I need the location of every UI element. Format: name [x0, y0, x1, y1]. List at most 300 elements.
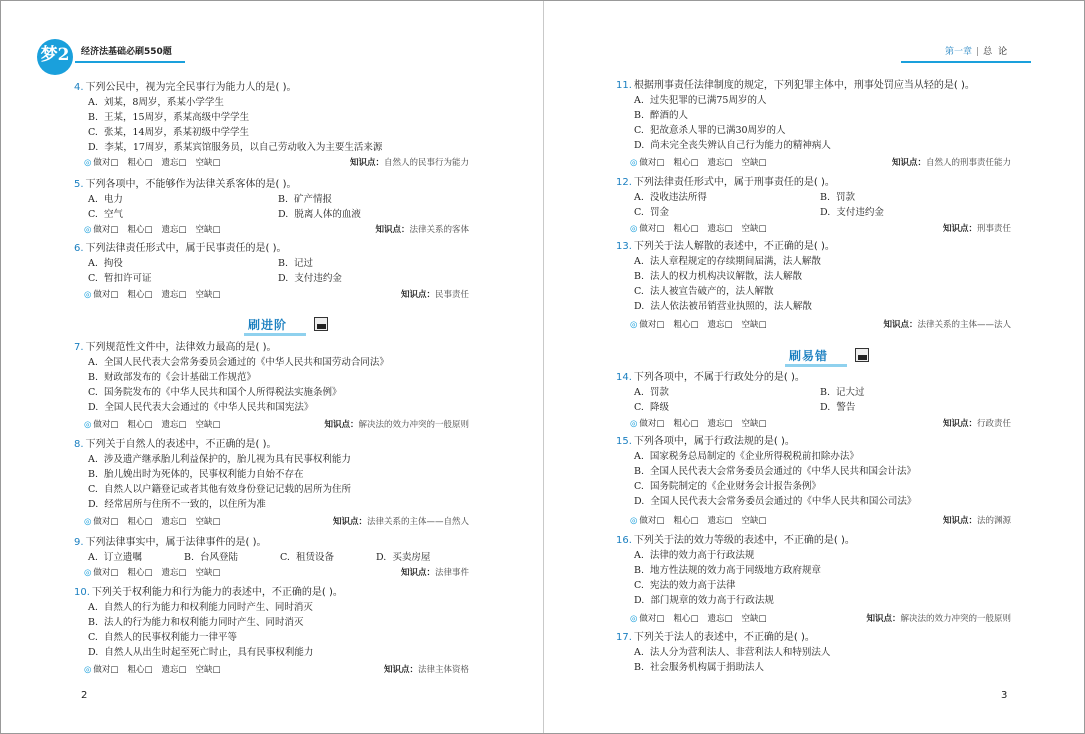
knowledge-point-label: 知识点：: [375, 225, 410, 235]
target-icon: ◎: [84, 158, 92, 168]
answer-option: [278, 259, 313, 269]
answer-option: [88, 259, 123, 269]
question-stem: [616, 242, 835, 252]
question-number: 4.: [74, 82, 84, 93]
option-letter: C.: [634, 402, 644, 413]
knowledge-point-label: 知识点：: [942, 419, 977, 429]
target-icon: ◎: [84, 568, 92, 578]
option-text: 台风登陆: [200, 552, 239, 563]
self-check-option: 粗心□: [127, 420, 153, 430]
knowledge-point-label: 知识点：: [866, 614, 901, 624]
option-text: 国家税务总局制定的《企业所得税税前扣除办法》: [649, 451, 859, 462]
section-title: 刷进阶: [248, 318, 288, 332]
question-stem: [616, 81, 975, 91]
option-letter: B.: [88, 112, 99, 123]
answer-option: [88, 373, 256, 383]
section-underline: [244, 333, 306, 336]
knowledge-point-text: 自然人的民事行为能力: [383, 158, 469, 168]
option-text: 电力: [103, 194, 123, 205]
self-check-option: 遗忘□: [707, 320, 733, 330]
option-letter: A.: [634, 387, 644, 398]
option-text: 法人被宣告破产的，法人解散: [649, 286, 774, 297]
self-check-option: 空缺□: [741, 516, 767, 526]
self-check-option: 遗忘□: [161, 290, 187, 300]
answer-option: [88, 603, 313, 613]
self-check-option: 遗忘□: [161, 420, 187, 430]
header-rule-right: [901, 61, 1031, 63]
option-text: 张某，14周岁，系某初级中学学生: [103, 127, 250, 138]
option-text: 自然人以户籍登记或者其他有效身份登记记载的居所为住所: [103, 484, 351, 495]
option-letter: A.: [88, 97, 98, 108]
answer-option: [88, 485, 351, 495]
section-heading: [789, 348, 879, 368]
answer-option: [634, 388, 669, 398]
self-check-option: 空缺□: [741, 158, 767, 168]
answer-option: [634, 452, 859, 462]
question-number: 8.: [74, 439, 84, 450]
option-letter: B.: [820, 387, 831, 398]
answer-option: [88, 113, 249, 123]
option-letter: C.: [634, 207, 644, 218]
option-letter: B.: [634, 271, 645, 282]
option-text: 尚未完全丧失辨认自己行为能力的精神病人: [650, 140, 831, 151]
target-icon: ◎: [84, 517, 92, 527]
self-check-option: 粗心□: [673, 614, 699, 624]
self-check-row: [84, 518, 230, 527]
badge-glyph: [858, 355, 867, 360]
self-check-row: [630, 321, 776, 330]
answer-option: [278, 195, 332, 205]
self-check-option: 粗心□: [127, 158, 153, 168]
option-text: 法人的权力机构决议解散，法人解散: [650, 271, 803, 282]
option-text: 记大过: [836, 387, 865, 398]
question-text: 下列关于权利能力和行为能力的表述中，不正确的是( )。: [91, 587, 343, 598]
option-letter: C.: [88, 387, 98, 398]
question-text: 下列法律责任形式中，属于民事责任的是( )。: [85, 243, 287, 254]
knowledge-point-text: 解决法的效力冲突的一般原则: [358, 420, 469, 430]
option-letter: B.: [88, 469, 99, 480]
option-letter: D.: [278, 273, 289, 284]
option-text: 国务院发布的《中华人民共和国个人所得税法实施条例》: [103, 387, 342, 398]
question-number: 9.: [74, 537, 84, 548]
page-number-right: 3: [1001, 690, 1008, 701]
option-letter: D.: [634, 301, 645, 312]
question-text: 下列关于法的效力等级的表述中，不正确的是( )。: [633, 535, 855, 546]
answer-option: [820, 403, 855, 413]
answer-option: [88, 618, 304, 628]
answer-option: [184, 553, 238, 563]
self-check-option: 做对□: [93, 517, 119, 527]
option-letter: C.: [88, 632, 98, 643]
knowledge-point: [333, 518, 469, 527]
question-stem: [74, 440, 277, 450]
answer-option: [88, 143, 382, 153]
option-text: 支付违约金: [294, 273, 342, 284]
target-icon: ◎: [84, 420, 92, 430]
self-check-option: 遗忘□: [161, 568, 187, 578]
question-number: 15.: [616, 436, 632, 447]
knowledge-point-text: 法律事件: [434, 568, 469, 578]
option-text: 法人分为营利法人、非营利法人和特别法人: [649, 647, 831, 658]
option-letter: D.: [376, 552, 387, 563]
self-check-option: 遗忘□: [161, 158, 187, 168]
answer-option: [634, 257, 821, 267]
option-text: 空气: [103, 209, 123, 220]
question-text: 下列法律责任形式中，属于刑事责任的是( )。: [633, 177, 835, 188]
option-text: 宪法的效力高于法律: [649, 580, 736, 591]
answer-option: [88, 455, 351, 465]
answer-option: [634, 497, 916, 507]
option-letter: D.: [88, 402, 99, 413]
self-check-option: 空缺□: [195, 568, 221, 578]
question-text: 下列关于法人的表述中，不正确的是( )。: [633, 632, 815, 643]
option-text: 降级: [649, 402, 669, 413]
self-check-option: 做对□: [93, 568, 119, 578]
self-check-row: [630, 517, 776, 526]
logo-text: 梦2: [40, 45, 70, 65]
self-check-option: 遗忘□: [161, 225, 187, 235]
option-text: 经常居所与住所不一致的，以住所为准: [104, 499, 266, 510]
answer-option: [278, 274, 342, 284]
option-text: 刘某，8周岁，系某小学学生: [103, 97, 224, 108]
knowledge-point-text: 刑事责任: [976, 224, 1011, 234]
knowledge-point-text: 法律关系的主体——法人: [917, 320, 1011, 330]
option-text: 法人的行为能力和权利能力同时产生、同时消灭: [104, 617, 304, 628]
self-check-row: [84, 291, 230, 300]
option-text: 自然人的行为能力和权利能力同时产生、同时消灭: [103, 602, 313, 613]
option-letter: B.: [184, 552, 195, 563]
option-text: 暂扣许可证: [103, 273, 152, 284]
option-letter: D.: [88, 499, 99, 510]
question-number: 17.: [616, 632, 632, 643]
answer-option: [376, 553, 430, 563]
question-number: 7.: [74, 342, 84, 353]
option-text: 罚金: [649, 207, 669, 218]
option-letter: B.: [278, 258, 289, 269]
self-check-option: 粗心□: [127, 225, 153, 235]
knowledge-point: [866, 615, 1011, 624]
question-number: 16.: [616, 535, 632, 546]
knowledge-point-label: 知识点：: [942, 516, 977, 526]
option-letter: C.: [634, 286, 644, 297]
option-text: 订立遗嘱: [103, 552, 142, 563]
knowledge-point-label: 知识点：: [400, 568, 435, 578]
self-check-option: 做对□: [93, 420, 119, 430]
self-check-option: 做对□: [639, 419, 665, 429]
option-text: 财政部发布的《会计基础工作规范》: [104, 372, 257, 383]
option-letter: D.: [634, 140, 645, 151]
answer-option: [634, 287, 773, 297]
answer-option: [88, 403, 313, 413]
self-check-option: 做对□: [93, 225, 119, 235]
option-text: 法人章程规定的存续期间届满，法人解散: [649, 256, 821, 267]
knowledge-point-text: 法律关系的客体: [409, 225, 469, 235]
answer-option: [634, 551, 754, 561]
option-text: 法律的效力高于行政法规: [649, 550, 755, 561]
question-text: 下列各项中，不属于行政处分的是( )。: [633, 372, 805, 383]
option-letter: D.: [634, 496, 645, 507]
knowledge-point-text: 民事责任: [434, 290, 469, 300]
option-text: 拘役: [103, 258, 123, 269]
answer-option: [88, 388, 341, 398]
self-check-option: 遗忘□: [161, 665, 187, 675]
self-check-option: 粗心□: [673, 516, 699, 526]
option-letter: B.: [88, 372, 99, 383]
option-text: 罚款: [836, 192, 856, 203]
self-check-option: 遗忘□: [161, 517, 187, 527]
option-letter: D.: [820, 207, 831, 218]
target-icon: ◎: [84, 665, 92, 675]
self-check-row: [630, 225, 776, 234]
question-stem: [616, 437, 795, 447]
option-letter: B.: [634, 110, 645, 121]
option-letter: A.: [634, 451, 644, 462]
answer-option: [634, 663, 764, 673]
knowledge-point-label: 知识点：: [883, 320, 918, 330]
self-check-option: 空缺□: [195, 420, 221, 430]
self-check-row: [630, 420, 776, 429]
answer-option: [634, 467, 916, 477]
question-number: 6.: [74, 243, 84, 254]
option-text: 涉及遗产继承胎儿利益保护的，胎儿视为具有民事权利能力: [103, 454, 351, 465]
answer-option: [88, 274, 151, 284]
question-stem: [616, 536, 855, 546]
self-check-option: 空缺□: [741, 320, 767, 330]
option-text: 全国人民代表大会通过的《中华人民共和国宪法》: [104, 402, 314, 413]
knowledge-point: [892, 159, 1011, 168]
self-check-option: 做对□: [93, 158, 119, 168]
option-letter: B.: [820, 192, 831, 203]
question-stem: [74, 180, 297, 190]
option-text: 法人依法被吊销营业执照的，法人解散: [650, 301, 812, 312]
self-check-option: 粗心□: [673, 224, 699, 234]
option-letter: A.: [634, 550, 644, 561]
question-number: 12.: [616, 177, 632, 188]
question-text: 根据刑事责任法律制度的规定，下列犯罪主体中，刑事处罚应当从轻的是( )。: [633, 80, 975, 91]
knowledge-point-label: 知识点：: [942, 224, 977, 234]
knowledge-point-text: 法律主体资格: [417, 665, 469, 675]
question-stem: [74, 538, 267, 548]
target-icon: ◎: [630, 320, 638, 330]
answer-option: [634, 141, 831, 151]
knowledge-point-label: 知识点：: [383, 665, 418, 675]
question-number: 10.: [74, 587, 90, 598]
answer-option: [634, 126, 786, 136]
self-check-option: 遗忘□: [707, 224, 733, 234]
question-text: 下列各项中，属于行政法规的是( )。: [633, 436, 795, 447]
option-text: 犯故意杀人罪的已满30周岁的人: [649, 125, 786, 136]
option-letter: C.: [88, 484, 98, 495]
question-text: 下列各项中，不能够作为法律关系客体的是( )。: [85, 179, 297, 190]
self-check-row: [84, 569, 230, 578]
option-letter: B.: [634, 565, 645, 576]
question-text: 下列公民中，视为完全民事行为能力人的是( )。: [85, 82, 297, 93]
option-text: 全国人民代表大会常务委员会通过的《中华人民共和国公司法》: [650, 496, 917, 507]
option-letter: B.: [88, 617, 99, 628]
option-text: 部门规章的效力高于行政法规: [650, 595, 774, 606]
self-check-option: 做对□: [639, 614, 665, 624]
self-check-option: 遗忘□: [707, 516, 733, 526]
chapter-heading: [945, 48, 1013, 57]
question-number: 13.: [616, 241, 632, 252]
option-letter: C.: [634, 580, 644, 591]
knowledge-point: [384, 666, 469, 675]
answer-option: [634, 581, 735, 591]
knowledge-point-label: 知识点：: [891, 158, 926, 168]
answer-option: [634, 482, 821, 492]
self-check-row: [84, 421, 230, 430]
self-check-option: 空缺□: [195, 225, 221, 235]
answer-option: [280, 553, 334, 563]
knowledge-point-text: 自然人的刑事责任能力: [925, 158, 1011, 168]
option-letter: C.: [88, 209, 98, 220]
self-check-row: [630, 159, 776, 168]
answer-option: [634, 596, 774, 606]
option-letter: D.: [820, 402, 831, 413]
option-letter: A.: [88, 194, 98, 205]
option-text: 醉酒的人: [650, 110, 689, 121]
question-text: 下列关于法人解散的表述中，不正确的是( )。: [633, 241, 835, 252]
answer-option: [634, 648, 830, 658]
page-gutter: [543, 1, 544, 734]
knowledge-point: [350, 159, 469, 168]
self-check-option: 做对□: [639, 158, 665, 168]
answer-option: [634, 403, 669, 413]
answer-option: [820, 193, 855, 203]
knowledge-point: [324, 421, 469, 430]
question-stem: [616, 178, 835, 188]
option-letter: A.: [88, 258, 98, 269]
self-check-row: [84, 159, 230, 168]
page-number-left: 2: [81, 690, 88, 701]
option-text: 自然人从出生时起至死亡时止，具有民事权利能力: [104, 647, 314, 658]
option-letter: D.: [88, 647, 99, 658]
option-text: 社会服务机构属于捐助法人: [650, 662, 765, 673]
self-check-option: 做对□: [93, 665, 119, 675]
option-letter: D.: [88, 142, 99, 153]
knowledge-point: [883, 321, 1011, 330]
book-logo: [37, 39, 73, 75]
self-check-option: 粗心□: [673, 320, 699, 330]
answer-option: [88, 633, 237, 643]
knowledge-point: [401, 291, 469, 300]
answer-option: [88, 358, 389, 368]
question-stem: [74, 343, 277, 353]
option-text: 自然人的民事权利能力一律平等: [103, 632, 237, 643]
option-letter: A.: [88, 552, 98, 563]
option-letter: C.: [88, 273, 98, 284]
option-letter: C.: [88, 127, 98, 138]
self-check-option: 做对□: [639, 320, 665, 330]
self-check-option: 做对□: [639, 224, 665, 234]
self-check-row: [84, 226, 230, 235]
answer-option: [634, 272, 802, 282]
question-stem: [74, 244, 287, 254]
option-text: 警告: [836, 402, 856, 413]
option-text: 全国人民代表大会常务委员会通过的《中华人民共和国会计法》: [650, 466, 917, 477]
option-text: 没收违法所得: [649, 192, 707, 203]
option-text: 记过: [294, 258, 314, 269]
self-check-row: [630, 615, 776, 624]
target-icon: ◎: [84, 225, 92, 235]
option-text: 过失犯罪的已满75周岁的人: [649, 95, 767, 106]
target-icon: ◎: [630, 516, 638, 526]
answer-option: [88, 195, 123, 205]
section-title: 刷易错: [789, 349, 829, 363]
option-letter: A.: [634, 256, 644, 267]
option-letter: B.: [278, 194, 289, 205]
self-check-row: [84, 666, 230, 675]
question-number: 11.: [616, 80, 632, 91]
question-number: 5.: [74, 179, 84, 190]
question-text: 下列规范性文件中，法律效力最高的是( )。: [85, 342, 277, 353]
self-check-option: 做对□: [93, 290, 119, 300]
knowledge-point: [943, 420, 1011, 429]
answer-option: [820, 208, 884, 218]
option-text: 支付违约金: [836, 207, 884, 218]
self-check-option: 粗心□: [127, 665, 153, 675]
answer-option: [88, 553, 142, 563]
self-check-option: 空缺□: [195, 517, 221, 527]
option-text: 全国人民代表大会常务委员会通过的《中华人民共和国劳动合同法》: [103, 357, 389, 368]
self-check-option: 粗心□: [127, 568, 153, 578]
self-check-option: 空缺□: [195, 290, 221, 300]
answer-option: [88, 128, 249, 138]
self-check-option: 空缺□: [741, 419, 767, 429]
self-check-option: 粗心□: [673, 419, 699, 429]
section-underline: [785, 364, 847, 367]
question-stem: [616, 633, 815, 643]
option-text: 胎儿娩出时为死体的，民事权利能力自始不存在: [104, 469, 304, 480]
option-text: 王某，15周岁，系某高级中学学生: [104, 112, 250, 123]
section-badge-icon: [855, 348, 869, 362]
answer-option: [634, 566, 821, 576]
self-check-option: 粗心□: [673, 158, 699, 168]
knowledge-point-label: 知识点：: [349, 158, 384, 168]
knowledge-point-label: 知识点：: [324, 420, 359, 430]
option-letter: A.: [634, 192, 644, 203]
option-text: 李某，17周岁，系某宾馆服务员，以自己劳动收入为主要生活来源: [104, 142, 383, 153]
answer-option: [88, 210, 123, 220]
knowledge-point-label: 知识点：: [400, 290, 435, 300]
answer-option: [634, 111, 688, 121]
target-icon: ◎: [630, 224, 638, 234]
self-check-option: 粗心□: [127, 290, 153, 300]
badge-glyph: [317, 324, 326, 329]
option-letter: B.: [634, 466, 645, 477]
chapter-title: 总论: [983, 47, 1014, 57]
header-rule-left: [75, 61, 185, 63]
option-letter: B.: [634, 662, 645, 673]
self-check-option: 空缺□: [195, 158, 221, 168]
option-letter: C.: [280, 552, 290, 563]
knowledge-point: [401, 569, 469, 578]
knowledge-point-text: 行政责任: [976, 419, 1011, 429]
question-text: 下列关于自然人的表述中，不正确的是( )。: [85, 439, 277, 450]
option-text: 国务院制定的《企业财务会计报告条例》: [649, 481, 821, 492]
target-icon: ◎: [630, 158, 638, 168]
option-letter: D.: [634, 595, 645, 606]
answer-option: [820, 388, 865, 398]
target-icon: ◎: [84, 290, 92, 300]
knowledge-point-label: 知识点：: [332, 517, 367, 527]
answer-option: [88, 648, 313, 658]
option-letter: A.: [634, 647, 644, 658]
option-letter: C.: [634, 481, 644, 492]
knowledge-point-text: 解决法的效力冲突的一般原则: [900, 614, 1011, 624]
answer-option: [88, 98, 224, 108]
answer-option: [634, 302, 812, 312]
